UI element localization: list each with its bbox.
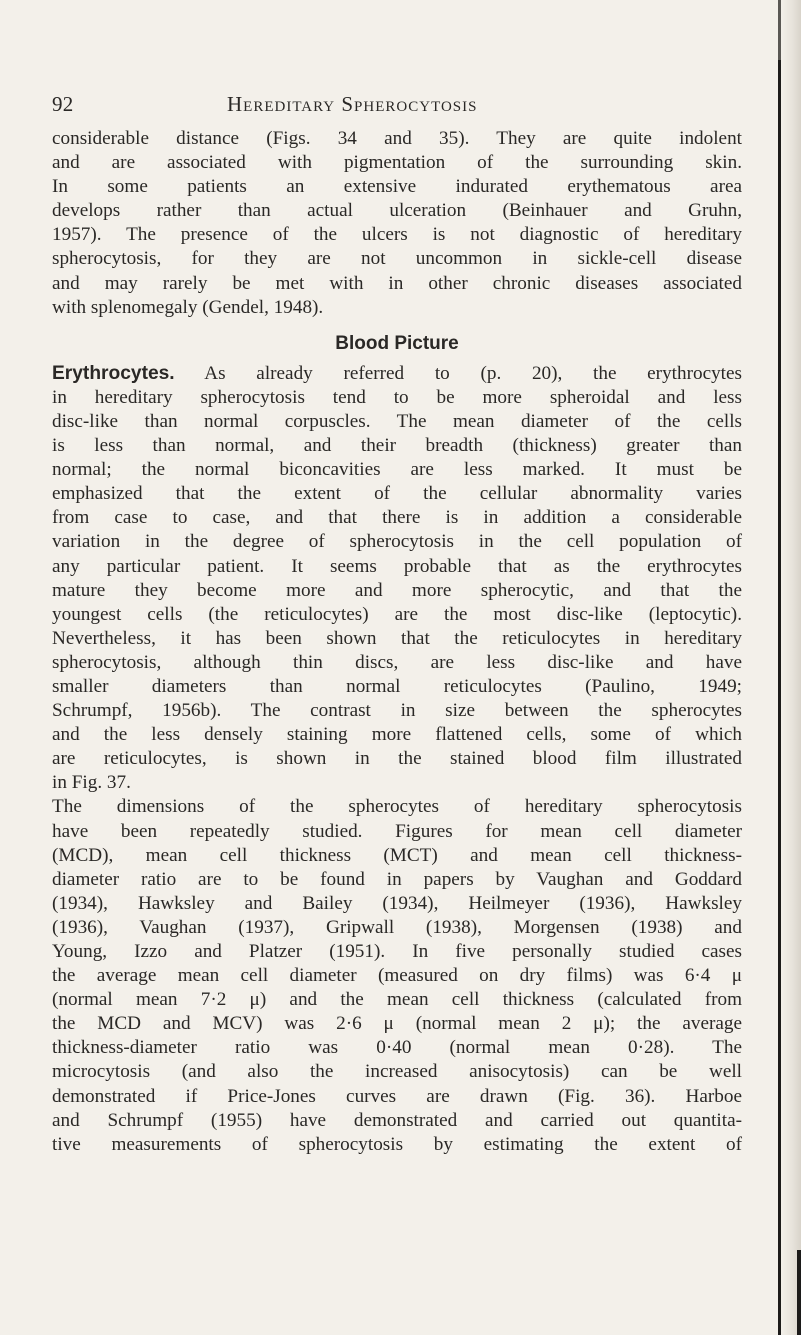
text-line: and the less densely staining more flattened cells, some of which xyxy=(52,724,742,746)
text-line: Schrumpf, 1956b). The contrast in size between the spherocytes xyxy=(52,700,742,722)
text-line: spherocytosis, although thin discs, are less disc-like and have xyxy=(52,651,742,673)
text-line: any particular patient. It seems probable that as the erythrocytes xyxy=(52,555,742,577)
text-line: (1936), Vaughan (1937), Gripwall (1938), Morgensen (1938) and xyxy=(52,916,742,938)
text-line: considerable distance (Figs. 34 and 35). They are quite indolent xyxy=(52,128,742,149)
text-line: (MCD), mean cell thickness (MCT) and mean cell thickness- xyxy=(52,844,742,866)
text-line: in hereditary spherocytosis tend to be more spheroidal and less xyxy=(52,386,742,408)
text-line: Nevertheless, it has been shown that the reticulocytes in hereditary xyxy=(52,627,742,649)
text-line: develops rather than actual ulceration (Beinhauer and Gruhn, xyxy=(52,200,742,222)
text-line: (normal mean 7·2 μ) and the mean cell thickness (calculated from xyxy=(52,989,742,1011)
text-line: the average mean cell diameter (measured on dry films) was 6·4 μ xyxy=(52,965,742,987)
text-line: and are associated with pigmentation of the surrounding skin. xyxy=(52,152,742,174)
text-line: youngest cells (the reticulocytes) are the most disc-like (leptocytic). xyxy=(52,603,742,625)
text-line: with splenomegaly (Gendel, 1948). xyxy=(52,296,324,318)
text-line: Young, Izzo and Platzer (1951). In five personally studied cases xyxy=(52,941,742,962)
text-line: microcytosis (and also the increased anisocytosis) can be well xyxy=(52,1061,742,1083)
text-line: and may rarely be met with in other chronic diseases associated xyxy=(52,272,742,294)
text-line: The dimensions of the spherocytes of hereditary spherocytosis xyxy=(52,796,742,818)
text-fragment: As already referred to (p. 20), the erythrocytes xyxy=(174,362,742,384)
text-line: the MCD and MCV) was 2·6 μ (normal mean 2 μ); the average xyxy=(52,1013,742,1035)
running-title: Hereditary Spherocytosis xyxy=(227,92,478,116)
text-line: smaller diameters than normal reticulocytes (Paulino, 1949; xyxy=(52,675,742,697)
text-line: tive measurements of spherocytosis by estimating the extent of xyxy=(52,1133,742,1155)
paragraph-3 xyxy=(52,795,742,1156)
text-line: emphasized that the extent of the cellular abnormality varies xyxy=(52,483,742,505)
page-number: 92 xyxy=(52,92,74,116)
body-text xyxy=(52,127,742,1157)
text-line: demonstrated if Price-Jones curves are drawn (Fig. 36). Harboe xyxy=(52,1085,742,1107)
text-line: (1934), Hawksley and Bailey (1934), Heilmeyer (1936), Hawksley xyxy=(52,892,742,914)
text-line: normal; the normal biconcavities are less marked. It must be xyxy=(52,459,742,481)
text-line: diameter ratio are to be found in papers by Vaughan and Goddard xyxy=(52,868,742,890)
text-line: thickness-diameter ratio was 0·40 (normal mean 0·28). The xyxy=(52,1037,742,1059)
text-line: mature they become more and more spherocytic, and that the xyxy=(52,579,742,601)
text-line: disc-like than normal corpuscles. The mean diameter of the cells xyxy=(52,410,742,432)
text-line: are reticulocytes, is shown in the stained blood film illustrated xyxy=(52,748,742,770)
text-line: is less than normal, and their breadth (thickness) greater than xyxy=(52,435,742,457)
text-line: In some patients an extensive indurated erythematous area xyxy=(52,176,742,198)
paragraph-2 xyxy=(52,362,742,796)
text-line: from case to case, and that there is in addition a considerable xyxy=(52,507,742,529)
text-line: have been repeatedly studied. Figures for mean cell diameter xyxy=(52,820,742,842)
text-line: 1957). The presence of the ulcers is not diagnostic of hereditary xyxy=(52,224,742,246)
page-edge-line xyxy=(797,1250,801,1335)
text-line xyxy=(52,362,742,386)
section-heading: Blood Picture xyxy=(335,332,459,354)
text-line: spherocytosis, for they are not uncommon in sickle-cell disease xyxy=(52,248,742,270)
page-edge-line xyxy=(778,0,781,60)
page-edge-line xyxy=(778,60,781,1335)
text-line: in Fig. 37. xyxy=(52,772,131,794)
runin-heading: Erythrocytes. xyxy=(52,362,175,384)
page-header xyxy=(52,92,752,116)
text-line: and Schrumpf (1955) have demonstrated and carried out quantita- xyxy=(52,1109,742,1131)
text-line: variation in the degree of spherocytosis in the cell population of xyxy=(52,531,742,553)
page-edge xyxy=(781,0,801,1335)
paragraph-1 xyxy=(52,127,742,320)
